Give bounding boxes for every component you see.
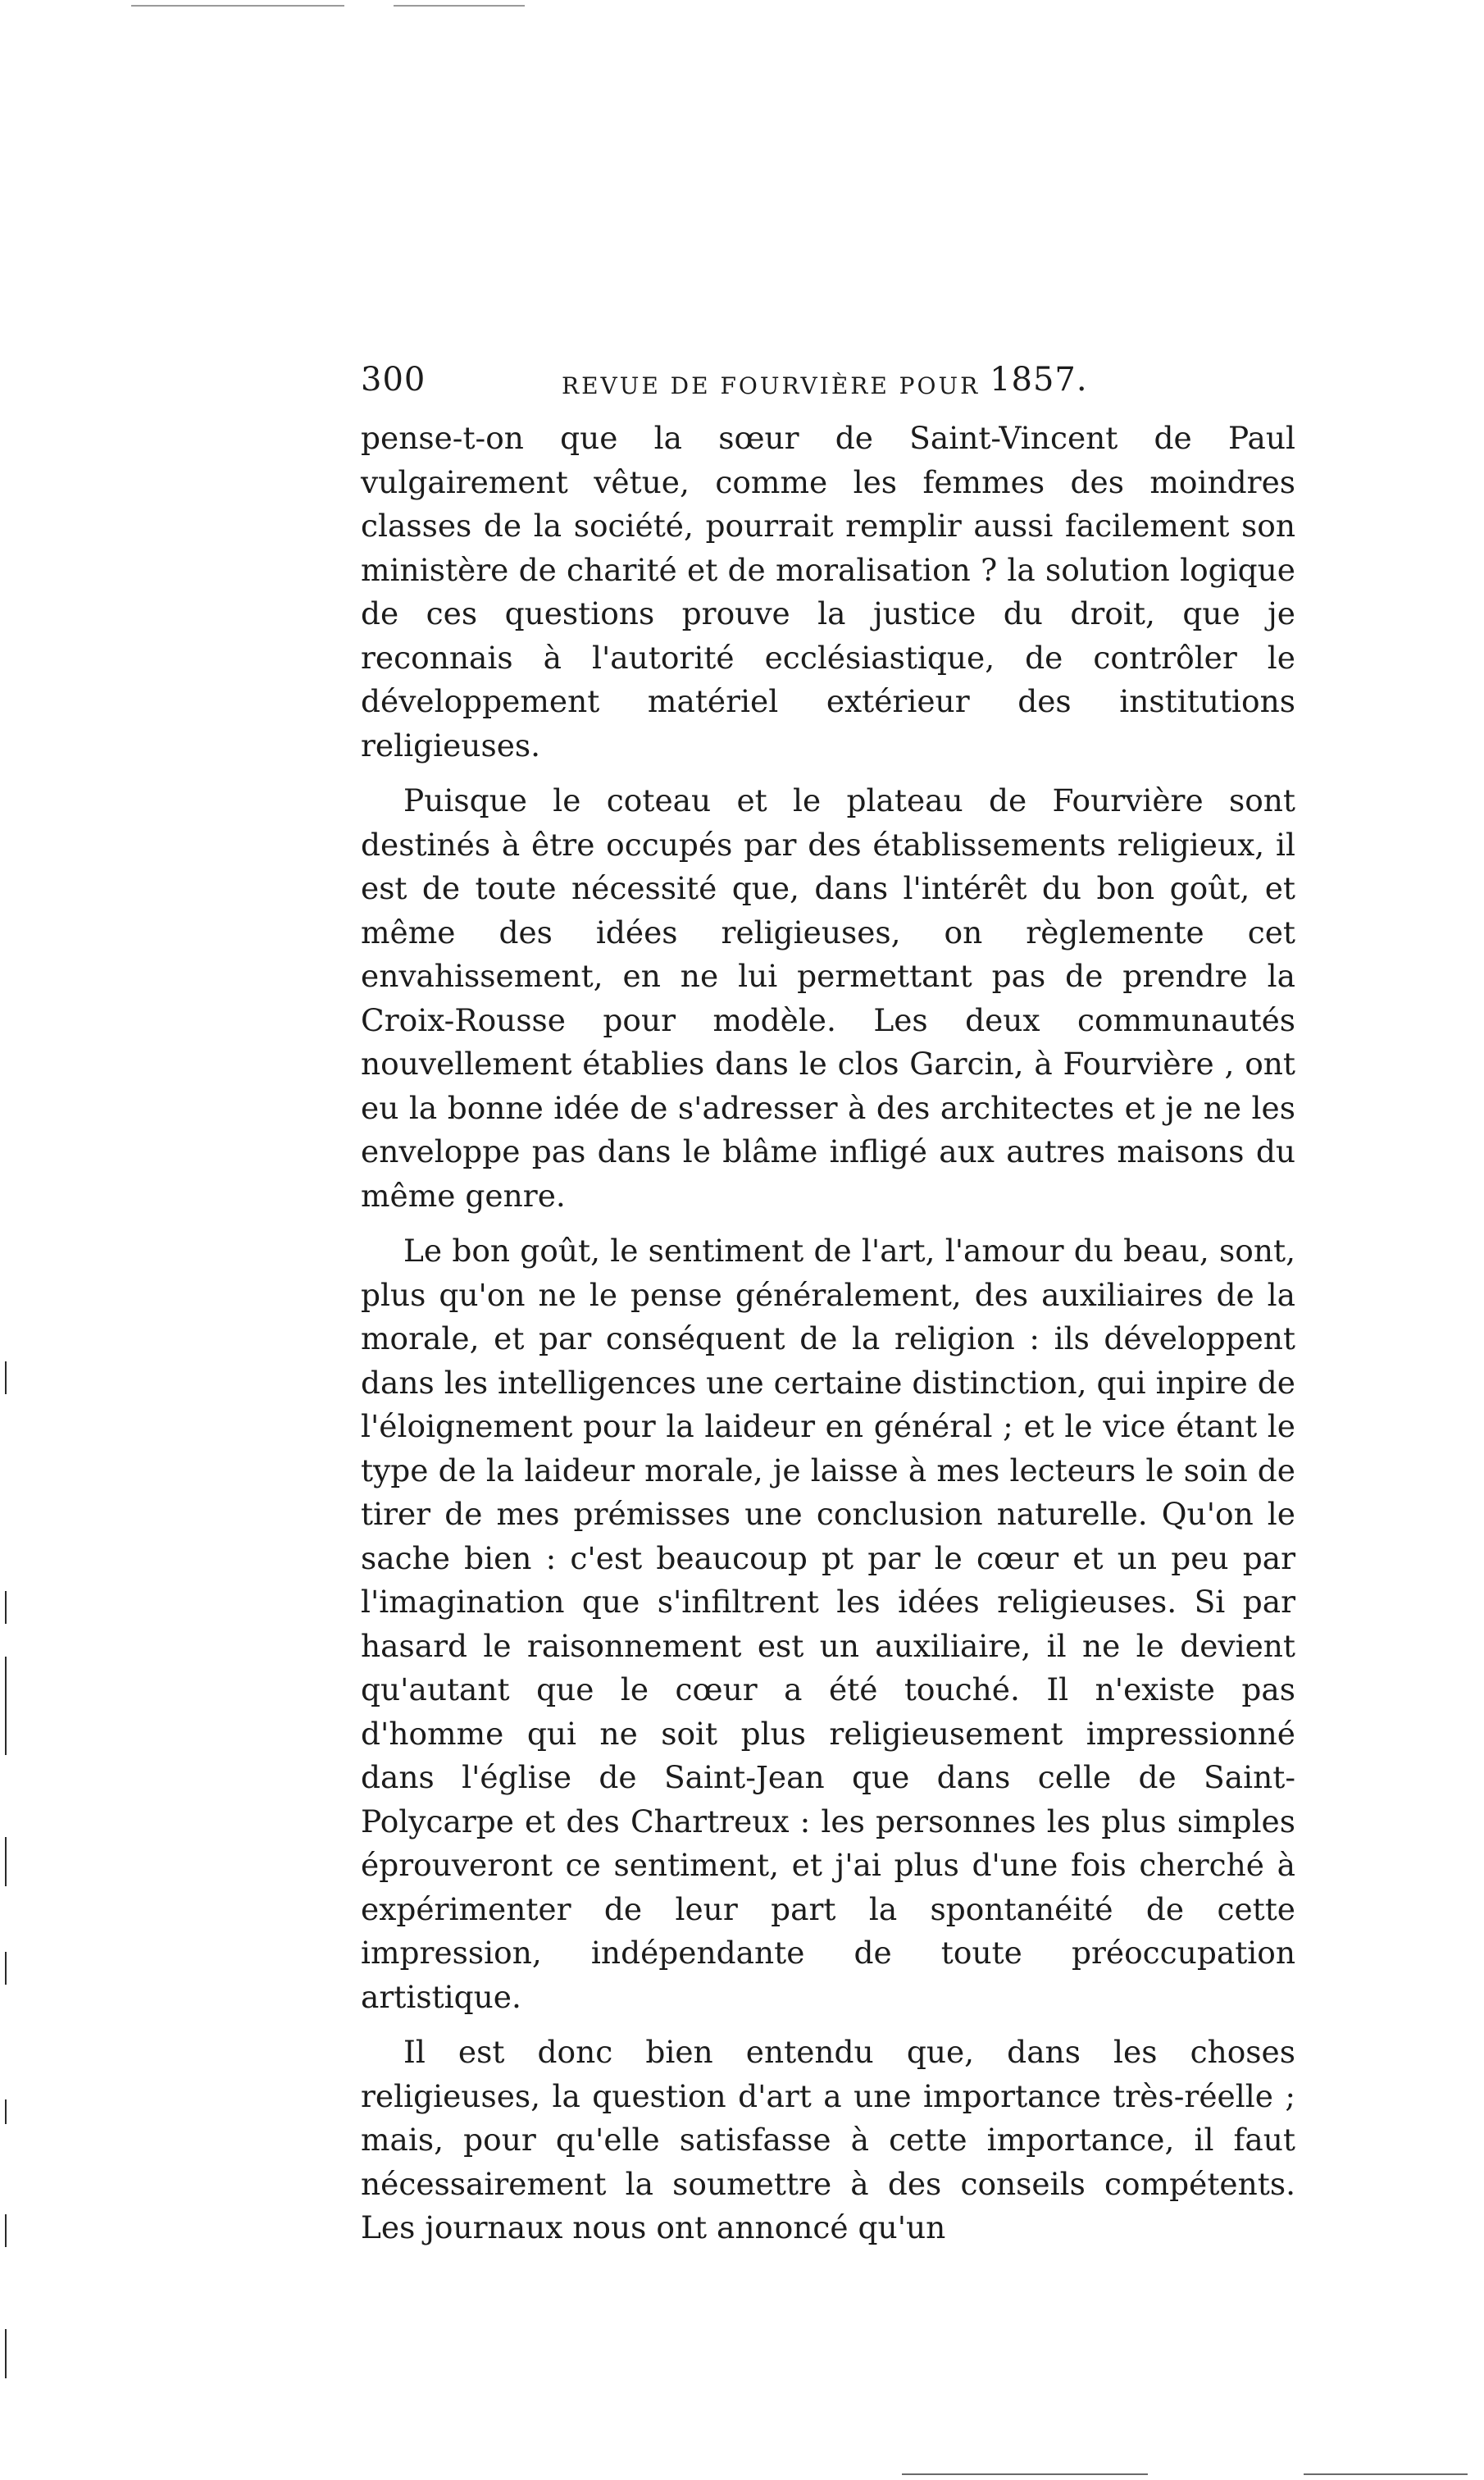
running-title <box>562 361 1088 402</box>
scan-mark <box>5 2214 7 2247</box>
scan-mark <box>5 1591 7 1624</box>
scan-mark <box>5 1361 7 1394</box>
scan-mark <box>5 2099 7 2124</box>
paragraph-2: Puisque le coteau et le plateau de Fourvière sont destinés à être occupés par des établissements religieux, il est de toute nécessité que, dans l'intérêt du bon goût, et même des idées religieuses, on règlemente cet envahissement, en ne lui permettant pas de prendre la Croix-Rousse pour modèle. Les deux communautés nouvellement établies dans le clos Garcin, à Fourvière , ont eu la bonne idée de s'adresser à des architectes et je ne les enveloppe pas dans le blâme infligé aux autres maisons du même genre. <box>361 782 1295 1214</box>
paragraph-1: pense-t-on que la sœur de Saint-Vincent de Paul vulgairement vêtue, comme les femmes des moindres classes de la société, pourrait remplir aussi facilement son ministère de charité et de moralisation ? la solution logique de ces questions prouve la justice du droit, que je reconnais à l'autorité ecclésiastique, de contrôler le développement matériel extérieur des institutions religieuses. <box>361 420 1295 764</box>
page-number: 300 <box>361 361 426 399</box>
scan-edge-bottom-right <box>1304 2473 1468 2475</box>
scan-edge-bottom-mid <box>902 2473 1148 2475</box>
running-title-year: 1857. <box>990 361 1088 399</box>
body-text <box>361 417 1295 2262</box>
scan-mark <box>5 1952 7 1985</box>
running-title-text: REVUE DE FOURVIÈRE POUR <box>562 372 981 399</box>
paragraph-4: Il est donc bien entendu que, dans les choses religieuses, la question d'art a une importance très-réelle ; mais, pour qu'elle satisfasse à cette importance, il faut nécessairement la soumettre à des conseils compétents. Les journaux nous ont annoncé qu'un <box>361 2034 1295 2245</box>
scan-mark <box>5 2329 7 2378</box>
scan-mark <box>5 1657 7 1755</box>
scan-mark <box>5 1837 7 1886</box>
paragraph-3: Le bon goût, le sentiment de l'art, l'amour du beau, sont, plus qu'on ne le pense généralement, des auxiliaires de la morale, et par conséquent de la religion : ils développent dans les intelligences une certaine distinction, qui inpire de l'éloignement pour la laideur en général ; et le vice étant le type de la laideur morale, je laisse à mes lecteurs le soin de tirer de mes prémisses une conclusion naturelle. Qu'on le sache bien : c'est beaucoup pt par le cœur et un peu par l'imagination que s'infiltrent les idées religieuses. Si par hasard le raisonnement est un auxiliaire, il ne le devient qu'autant que le cœur a été touché. Il n'existe pas d'homme qui ne soit plus religieusement impressionné dans l'église de Saint-Jean que dans celle de Saint-Polycarpe et des Chartreux : les personnes les plus simples éprouveront ce sentiment, et j'ai plus d'une fois cherché à expérimenter de leur part la spontanéité de cette impression, indépendante de toute préoccupation artistique. <box>361 1233 1295 2015</box>
scan-edge-top-left <box>131 5 344 7</box>
scan-edge-left-marks <box>5 1312 11 2460</box>
page-header <box>361 361 1295 410</box>
scan-edge-top-right <box>394 5 525 7</box>
